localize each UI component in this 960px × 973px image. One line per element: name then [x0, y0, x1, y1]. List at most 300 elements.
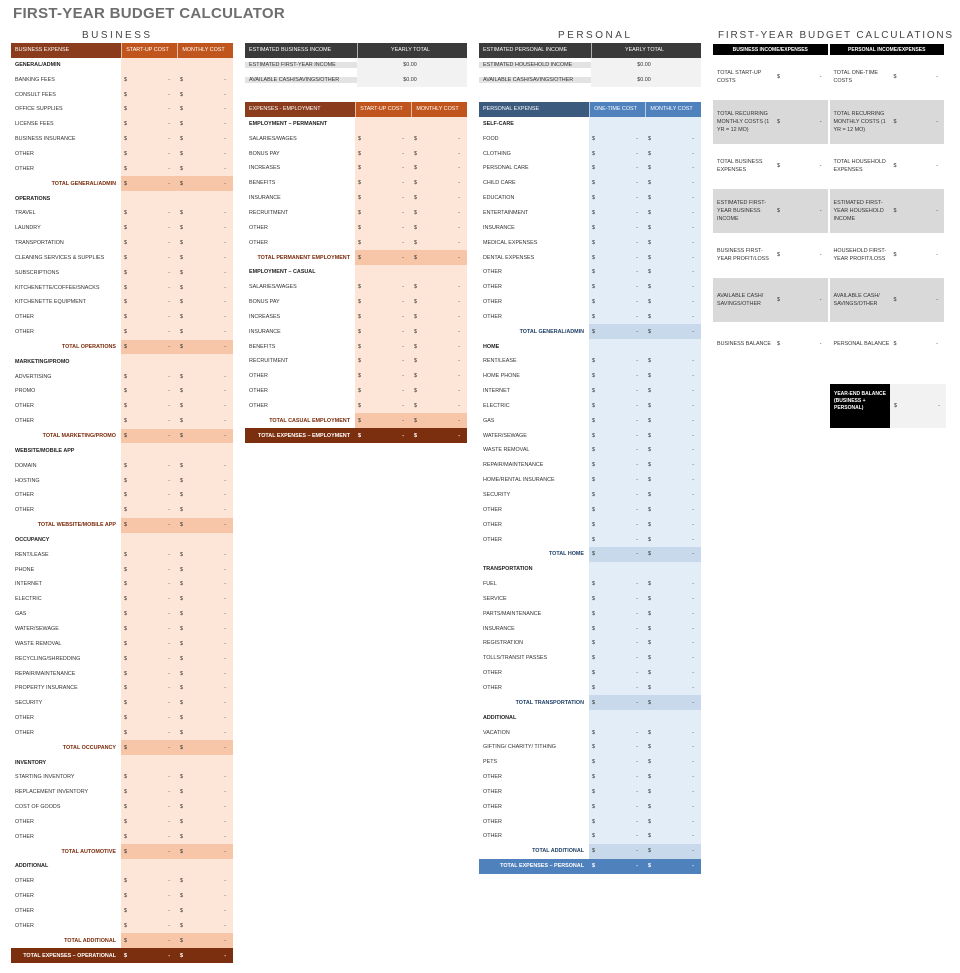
- table-row: [11, 725, 233, 740]
- monthly-cell[interactable]: [645, 666, 701, 681]
- value: -: [402, 239, 404, 246]
- cost-cell[interactable]: [589, 206, 645, 221]
- monthly-cell[interactable]: [411, 309, 467, 324]
- cost-cell[interactable]: [589, 681, 645, 696]
- total-monthly[interactable]: [645, 547, 701, 562]
- cost-cell[interactable]: [355, 384, 411, 399]
- monthly-cell[interactable]: [177, 265, 233, 280]
- row-label: FOOD: [483, 135, 499, 142]
- table-row: [11, 87, 233, 102]
- calc-value[interactable]: [892, 208, 945, 214]
- cost-cell[interactable]: [121, 696, 177, 711]
- cost-cell[interactable]: [121, 206, 177, 221]
- total-monthly[interactable]: [177, 518, 233, 533]
- cost-cell[interactable]: [589, 413, 645, 428]
- monthly-cell[interactable]: [645, 369, 701, 384]
- monthly-cell[interactable]: [177, 904, 233, 919]
- monthly-cell[interactable]: [645, 532, 701, 547]
- monthly-cell[interactable]: [177, 607, 233, 622]
- cost-cell[interactable]: [121, 102, 177, 117]
- grand-cost[interactable]: [355, 428, 411, 443]
- cost-cell[interactable]: [121, 874, 177, 889]
- monthly-cell[interactable]: [645, 428, 701, 443]
- monthly-cell[interactable]: [177, 161, 233, 176]
- value: -: [224, 225, 226, 232]
- monthly-cell[interactable]: [645, 250, 701, 265]
- cost-cell[interactable]: [355, 295, 411, 310]
- monthly-cell[interactable]: [177, 815, 233, 830]
- cost-cell[interactable]: [121, 488, 177, 503]
- total-cost[interactable]: [121, 518, 177, 533]
- monthly-cell[interactable]: [177, 725, 233, 740]
- monthly-cell[interactable]: [177, 206, 233, 221]
- monthly-cell[interactable]: [411, 369, 467, 384]
- calc-value[interactable]: [892, 119, 945, 125]
- monthly-cell[interactable]: [177, 72, 233, 87]
- monthly-cell[interactable]: [645, 725, 701, 740]
- cost-cell[interactable]: [121, 547, 177, 562]
- total-monthly[interactable]: [177, 429, 233, 444]
- cost-cell[interactable]: [121, 414, 177, 429]
- monthly-cell[interactable]: [411, 354, 467, 369]
- total-cost[interactable]: [121, 176, 177, 191]
- value: -: [224, 789, 226, 796]
- monthly-cell[interactable]: [411, 146, 467, 161]
- monthly-cell[interactable]: [645, 799, 701, 814]
- total-monthly[interactable]: [177, 844, 233, 859]
- cost-cell[interactable]: [121, 87, 177, 102]
- monthly-cell[interactable]: [177, 117, 233, 132]
- total-cost[interactable]: [121, 740, 177, 755]
- total-cost[interactable]: [589, 844, 645, 859]
- monthly-cell[interactable]: [645, 161, 701, 176]
- total-cost[interactable]: [121, 933, 177, 948]
- monthly-cell[interactable]: [411, 295, 467, 310]
- monthly-cell[interactable]: [177, 250, 233, 265]
- monthly-cell[interactable]: [645, 413, 701, 428]
- monthly-cell[interactable]: [177, 681, 233, 696]
- cost-cell[interactable]: [355, 280, 411, 295]
- monthly-cell[interactable]: [177, 696, 233, 711]
- cost-cell[interactable]: [121, 72, 177, 87]
- cost-cell[interactable]: [589, 309, 645, 324]
- value: -: [224, 477, 226, 484]
- value: -: [224, 908, 226, 915]
- monthly-cell[interactable]: [411, 206, 467, 221]
- calc-value[interactable]: [892, 341, 945, 347]
- monthly-cell[interactable]: [177, 666, 233, 681]
- table-row: [11, 280, 233, 295]
- cost-cell[interactable]: [589, 220, 645, 235]
- table-row: [479, 250, 701, 265]
- cost-cell[interactable]: [121, 161, 177, 176]
- monthly-cell[interactable]: [645, 784, 701, 799]
- cost-cell[interactable]: [589, 621, 645, 636]
- total-monthly[interactable]: [411, 250, 467, 265]
- total-monthly[interactable]: [177, 340, 233, 355]
- monthly-cell[interactable]: [177, 636, 233, 651]
- monthly-cell[interactable]: [645, 517, 701, 532]
- total-label: TOTAL MARKETING/PROMO: [42, 433, 116, 440]
- cost-cell[interactable]: [355, 161, 411, 176]
- calc-value[interactable]: [775, 119, 828, 125]
- monthly-cell[interactable]: [411, 235, 467, 250]
- cost-cell[interactable]: [355, 324, 411, 339]
- monthly-cell[interactable]: [177, 399, 233, 414]
- currency: $: [592, 269, 595, 276]
- monthly-cell[interactable]: [177, 458, 233, 473]
- total-cost[interactable]: [355, 413, 411, 428]
- income-value[interactable]: $0.00: [357, 72, 467, 87]
- total-monthly[interactable]: [177, 740, 233, 755]
- monthly-cell[interactable]: [177, 236, 233, 251]
- total-monthly[interactable]: [177, 176, 233, 191]
- monthly-cell[interactable]: [177, 711, 233, 726]
- currency: $: [180, 388, 183, 395]
- cost-cell[interactable]: [121, 117, 177, 132]
- monthly-cell[interactable]: [177, 503, 233, 518]
- currency: $: [180, 269, 183, 276]
- cost-cell[interactable]: [121, 636, 177, 651]
- monthly-cell[interactable]: [645, 636, 701, 651]
- monthly-cell[interactable]: [177, 473, 233, 488]
- cost-cell[interactable]: [121, 295, 177, 310]
- table-row: [479, 369, 701, 384]
- monthly-cell[interactable]: [177, 829, 233, 844]
- currency: $: [180, 240, 183, 247]
- monthly-cell[interactable]: [411, 176, 467, 191]
- monthly-cell[interactable]: [645, 280, 701, 295]
- cost-cell[interactable]: [589, 369, 645, 384]
- cost-cell[interactable]: [355, 235, 411, 250]
- total-cost[interactable]: [121, 429, 177, 444]
- monthly-cell[interactable]: [177, 547, 233, 562]
- monthly-cell[interactable]: [177, 770, 233, 785]
- currency: $: [358, 284, 361, 291]
- monthly-cell[interactable]: [177, 592, 233, 607]
- total-monthly[interactable]: [645, 844, 701, 859]
- monthly-cell[interactable]: [645, 488, 701, 503]
- cost-cell[interactable]: [121, 236, 177, 251]
- monthly-cell[interactable]: [177, 577, 233, 592]
- calc-cell: [713, 144, 828, 189]
- cost-cell[interactable]: [589, 146, 645, 161]
- monthly-cell[interactable]: [177, 622, 233, 637]
- grand-monthly[interactable]: [645, 859, 701, 874]
- cost-cell[interactable]: [589, 784, 645, 799]
- monthly-cell[interactable]: [645, 309, 701, 324]
- cost-cell[interactable]: [121, 815, 177, 830]
- cost-cell[interactable]: [589, 502, 645, 517]
- monthly-cell[interactable]: [177, 369, 233, 384]
- cost-cell[interactable]: [355, 206, 411, 221]
- cost-cell[interactable]: [121, 904, 177, 919]
- value: -: [224, 418, 226, 425]
- monthly-cell[interactable]: [177, 325, 233, 340]
- cost-cell[interactable]: [121, 592, 177, 607]
- calc-value[interactable]: [892, 163, 945, 169]
- cost-cell[interactable]: [589, 799, 645, 814]
- cost-cell[interactable]: [121, 369, 177, 384]
- cost-cell[interactable]: [589, 488, 645, 503]
- cost-cell[interactable]: [589, 428, 645, 443]
- monthly-cell[interactable]: [645, 191, 701, 206]
- cost-cell[interactable]: [355, 339, 411, 354]
- grand-cost[interactable]: [589, 859, 645, 874]
- monthly-cell[interactable]: [645, 399, 701, 414]
- calc-value[interactable]: [892, 297, 945, 303]
- monthly-cell[interactable]: [411, 131, 467, 146]
- row-label: SECURITY: [15, 700, 43, 707]
- cost-cell[interactable]: [355, 369, 411, 384]
- cost-cell[interactable]: [589, 636, 645, 651]
- monthly-cell[interactable]: [645, 770, 701, 785]
- cost-cell[interactable]: [121, 265, 177, 280]
- cost-cell[interactable]: [355, 146, 411, 161]
- cost-cell[interactable]: [121, 622, 177, 637]
- monthly-cell[interactable]: [645, 354, 701, 369]
- cost-cell[interactable]: [355, 354, 411, 369]
- cost-cell[interactable]: [589, 725, 645, 740]
- monthly-cell[interactable]: [645, 206, 701, 221]
- cost-cell[interactable]: [589, 458, 645, 473]
- total-cost[interactable]: [589, 547, 645, 562]
- cost-cell[interactable]: [121, 889, 177, 904]
- income-value[interactable]: $0.00: [591, 58, 701, 73]
- cost-cell[interactable]: [589, 191, 645, 206]
- total-monthly[interactable]: [177, 933, 233, 948]
- value: -: [636, 818, 638, 825]
- cost-cell[interactable]: [589, 354, 645, 369]
- monthly-cell[interactable]: [177, 280, 233, 295]
- cost-cell[interactable]: [121, 325, 177, 340]
- cost-cell[interactable]: [355, 191, 411, 206]
- value: -: [692, 655, 694, 662]
- cost-cell[interactable]: [121, 473, 177, 488]
- value: -: [636, 299, 638, 306]
- monthly-cell[interactable]: [177, 889, 233, 904]
- cost-cell[interactable]: [121, 785, 177, 800]
- monthly-cell[interactable]: [645, 681, 701, 696]
- monthly-cell[interactable]: [645, 458, 701, 473]
- cost-cell[interactable]: [589, 814, 645, 829]
- cost-cell[interactable]: [589, 176, 645, 191]
- cost-cell[interactable]: [589, 577, 645, 592]
- calc-value[interactable]: [892, 252, 945, 258]
- cost-cell[interactable]: [121, 221, 177, 236]
- monthly-cell[interactable]: [411, 324, 467, 339]
- cost-cell[interactable]: [355, 309, 411, 324]
- cost-cell[interactable]: [121, 384, 177, 399]
- monthly-cell[interactable]: [177, 384, 233, 399]
- monthly-cell[interactable]: [645, 473, 701, 488]
- cost-cell[interactable]: [121, 711, 177, 726]
- monthly-cell[interactable]: [411, 280, 467, 295]
- total-monthly[interactable]: [645, 324, 701, 339]
- monthly-cell[interactable]: [645, 295, 701, 310]
- total-monthly[interactable]: [411, 413, 467, 428]
- cost-cell[interactable]: [121, 651, 177, 666]
- cost-cell[interactable]: [355, 131, 411, 146]
- cost-cell[interactable]: [121, 399, 177, 414]
- calc-value[interactable]: [775, 297, 828, 303]
- monthly-cell[interactable]: [177, 132, 233, 147]
- cost-cell[interactable]: [121, 725, 177, 740]
- monthly-cell[interactable]: [645, 146, 701, 161]
- cost-cell[interactable]: [121, 147, 177, 162]
- monthly-cell[interactable]: [645, 220, 701, 235]
- monthly-cell[interactable]: [177, 147, 233, 162]
- cost-cell[interactable]: [589, 755, 645, 770]
- monthly-cell[interactable]: [645, 606, 701, 621]
- currency: $: [180, 700, 183, 707]
- value: -: [692, 462, 694, 469]
- value: -: [692, 581, 694, 588]
- cost-cell[interactable]: [589, 131, 645, 146]
- cost-cell[interactable]: [121, 607, 177, 622]
- monthly-cell[interactable]: [177, 221, 233, 236]
- monthly-cell[interactable]: [411, 384, 467, 399]
- value: -: [692, 373, 694, 380]
- monthly-cell[interactable]: [177, 651, 233, 666]
- cost-cell[interactable]: [121, 132, 177, 147]
- monthly-cell[interactable]: [645, 265, 701, 280]
- total-cost[interactable]: [121, 844, 177, 859]
- calc-cell: [830, 144, 945, 189]
- value: -: [168, 388, 170, 395]
- monthly-cell[interactable]: [645, 502, 701, 517]
- monthly-cell[interactable]: [177, 310, 233, 325]
- cost-cell[interactable]: [121, 503, 177, 518]
- monthly-cell[interactable]: [645, 592, 701, 607]
- cost-cell[interactable]: [589, 606, 645, 621]
- cost-cell[interactable]: [589, 384, 645, 399]
- monthly-cell[interactable]: [177, 918, 233, 933]
- cost-cell[interactable]: [589, 651, 645, 666]
- cost-cell[interactable]: [589, 740, 645, 755]
- currency: $: [893, 163, 897, 170]
- income-value[interactable]: $0.00: [591, 72, 701, 87]
- cost-cell[interactable]: [121, 681, 177, 696]
- monthly-cell[interactable]: [177, 785, 233, 800]
- cost-cell[interactable]: [355, 176, 411, 191]
- monthly-cell[interactable]: [177, 87, 233, 102]
- monthly-cell[interactable]: [411, 161, 467, 176]
- monthly-cell[interactable]: [177, 562, 233, 577]
- cost-cell[interactable]: [589, 473, 645, 488]
- monthly-cell[interactable]: [645, 384, 701, 399]
- cost-cell[interactable]: [121, 918, 177, 933]
- total-cost[interactable]: [355, 250, 411, 265]
- page-title: FIRST-YEAR BUDGET CALCULATOR: [13, 5, 286, 22]
- cost-cell[interactable]: [589, 280, 645, 295]
- cost-cell[interactable]: [121, 458, 177, 473]
- cost-cell[interactable]: [589, 592, 645, 607]
- cost-cell[interactable]: [589, 250, 645, 265]
- cost-cell[interactable]: [121, 280, 177, 295]
- cost-cell[interactable]: [589, 443, 645, 458]
- total-cost[interactable]: [589, 695, 645, 710]
- cost-cell[interactable]: [121, 829, 177, 844]
- cost-cell[interactable]: [121, 577, 177, 592]
- cost-cell[interactable]: [355, 220, 411, 235]
- calc-value[interactable]: [775, 208, 828, 214]
- monthly-cell[interactable]: [177, 874, 233, 889]
- currency: $: [592, 388, 595, 395]
- value: -: [168, 225, 170, 232]
- monthly-cell[interactable]: [645, 131, 701, 146]
- cost-cell[interactable]: [589, 666, 645, 681]
- calc-cell: [830, 278, 945, 323]
- monthly-cell[interactable]: [645, 443, 701, 458]
- cost-cell[interactable]: [121, 800, 177, 815]
- cost-cell[interactable]: [589, 532, 645, 547]
- cost-cell[interactable]: [589, 265, 645, 280]
- cost-cell[interactable]: [589, 161, 645, 176]
- monthly-cell[interactable]: [411, 191, 467, 206]
- calc-value[interactable]: [775, 341, 828, 347]
- monthly-cell[interactable]: [645, 577, 701, 592]
- cost-cell[interactable]: [121, 310, 177, 325]
- monthly-cell[interactable]: [177, 414, 233, 429]
- monthly-cell[interactable]: [645, 814, 701, 829]
- cost-cell[interactable]: [121, 770, 177, 785]
- calc-value[interactable]: [775, 252, 828, 258]
- calc-value[interactable]: [775, 74, 828, 80]
- grand-cost[interactable]: [121, 948, 177, 963]
- monthly-cell[interactable]: [177, 295, 233, 310]
- cost-cell[interactable]: [121, 250, 177, 265]
- cost-cell[interactable]: [589, 235, 645, 250]
- cost-cell[interactable]: [121, 562, 177, 577]
- currency: $: [180, 789, 183, 796]
- table-row: [11, 785, 233, 800]
- total-cost[interactable]: [589, 324, 645, 339]
- currency: $: [180, 165, 183, 172]
- year-end-value[interactable]: -: [938, 403, 940, 409]
- total-monthly[interactable]: [645, 695, 701, 710]
- row-label: PROPERTY INSURANCE: [15, 685, 78, 692]
- monthly-cell[interactable]: [645, 651, 701, 666]
- cost-cell[interactable]: [589, 517, 645, 532]
- grand-monthly[interactable]: [411, 428, 467, 443]
- cost-cell[interactable]: [589, 770, 645, 785]
- total-cost[interactable]: [121, 340, 177, 355]
- cost-cell[interactable]: [589, 829, 645, 844]
- cost-cell[interactable]: [355, 399, 411, 414]
- monthly-cell[interactable]: [645, 176, 701, 191]
- cost-cell[interactable]: [589, 295, 645, 310]
- monthly-cell[interactable]: [645, 621, 701, 636]
- monthly-cell[interactable]: [411, 399, 467, 414]
- cost-cell[interactable]: [589, 399, 645, 414]
- monthly-cell[interactable]: [177, 488, 233, 503]
- monthly-cell[interactable]: [177, 800, 233, 815]
- monthly-cell[interactable]: [411, 339, 467, 354]
- cost-cell[interactable]: [121, 666, 177, 681]
- income-value[interactable]: $0.00: [357, 58, 467, 73]
- monthly-cell[interactable]: [645, 235, 701, 250]
- monthly-cell[interactable]: [645, 755, 701, 770]
- monthly-cell[interactable]: [645, 829, 701, 844]
- monthly-cell[interactable]: [645, 740, 701, 755]
- calc-value[interactable]: [892, 74, 945, 80]
- currency: $: [592, 402, 595, 409]
- grand-monthly[interactable]: [177, 948, 233, 963]
- monthly-cell[interactable]: [177, 102, 233, 117]
- monthly-cell[interactable]: [411, 220, 467, 235]
- calc-value[interactable]: [775, 163, 828, 169]
